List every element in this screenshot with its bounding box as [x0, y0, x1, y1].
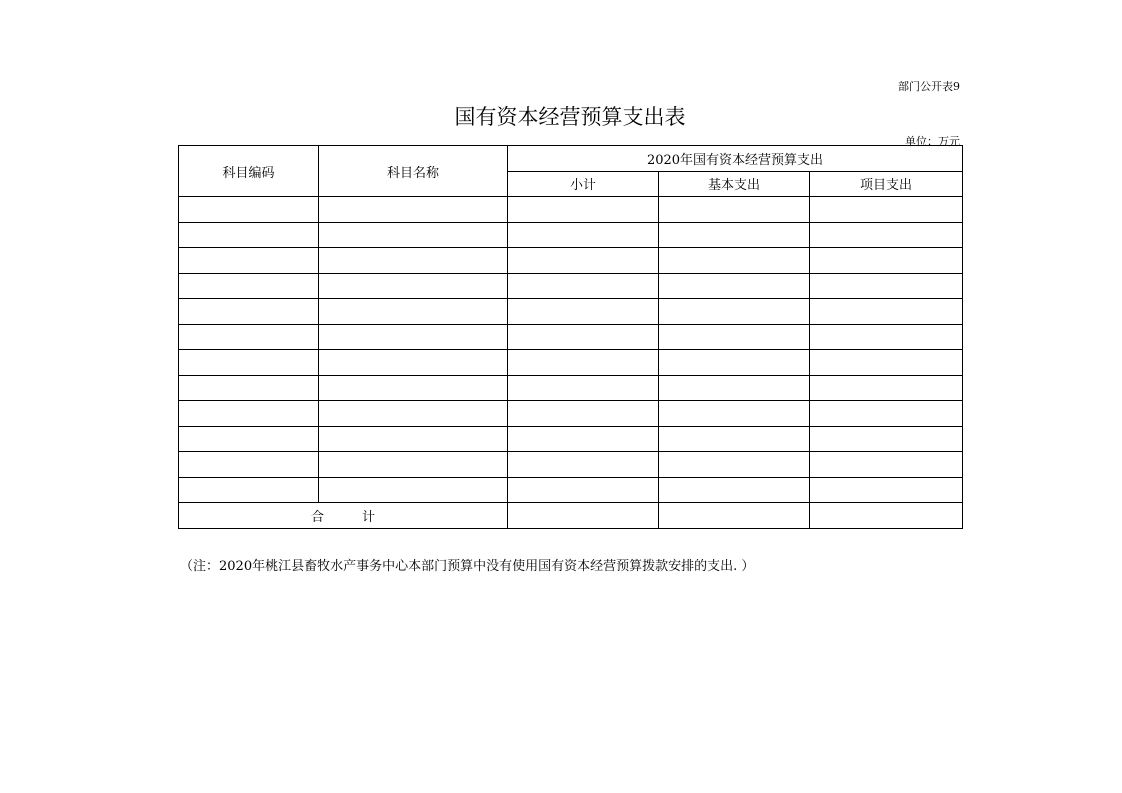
- table-cell: [659, 375, 810, 401]
- table-cell: [810, 477, 963, 503]
- table-row: [179, 324, 963, 350]
- col-header-subtotal: 小计: [508, 171, 659, 197]
- table-cell: [810, 248, 963, 274]
- table-cell: [319, 197, 508, 223]
- total-basic-cell: [659, 503, 810, 529]
- table-cell: [179, 248, 319, 274]
- table-cell: [659, 426, 810, 452]
- page-title: 国有资本经营预算支出表: [454, 105, 686, 129]
- table-row: [179, 375, 963, 401]
- table-cell: [810, 375, 963, 401]
- table-cell: [659, 248, 810, 274]
- table-cell: [179, 452, 319, 478]
- table-cell: [810, 401, 963, 427]
- table-cell: [319, 273, 508, 299]
- table-cell: [659, 222, 810, 248]
- footnote: （注：2020年桃江县畜牧水产事务中心本部门预算中没有使用国有资本经营预算拨款安排的支出. ）: [180, 559, 755, 574]
- table-cell: [659, 273, 810, 299]
- table-cell: [319, 452, 508, 478]
- table-cell: [508, 248, 659, 274]
- budget-table: [178, 145, 963, 529]
- table-cell: [179, 375, 319, 401]
- table-cell: [659, 350, 810, 376]
- col-header-basic: 基本支出: [659, 171, 810, 197]
- header-row-1: [179, 146, 963, 172]
- table-cell: [319, 401, 508, 427]
- table-cell: [319, 477, 508, 503]
- table-cell: [810, 350, 963, 376]
- table-cell: [319, 248, 508, 274]
- col-header-code: 科目编码: [179, 146, 319, 197]
- total-subtotal-cell: [508, 503, 659, 529]
- col-header-project: 项目支出: [810, 171, 963, 197]
- table-cell: [810, 426, 963, 452]
- table-cell: [508, 375, 659, 401]
- table-cell: [508, 197, 659, 223]
- table-cell: [508, 401, 659, 427]
- table-row: [179, 299, 963, 325]
- table-cell: [810, 324, 963, 350]
- table-row: [179, 401, 963, 427]
- table-cell: [810, 222, 963, 248]
- table-cell: [179, 350, 319, 376]
- table-cell: [659, 477, 810, 503]
- table-cell: [319, 375, 508, 401]
- table-cell: [179, 401, 319, 427]
- table-cell: [179, 324, 319, 350]
- table-cell: [508, 350, 659, 376]
- table-cell: [319, 350, 508, 376]
- table-cell: [319, 324, 508, 350]
- total-project-cell: [810, 503, 963, 529]
- table-cell: [179, 197, 319, 223]
- table-cell: [508, 477, 659, 503]
- total-label: [179, 503, 508, 529]
- table-cell: [508, 222, 659, 248]
- col-header-name: 科目名称: [319, 146, 508, 197]
- table-cell: [508, 324, 659, 350]
- table-cell: [508, 426, 659, 452]
- group-header: 2020年国有资本经营预算支出: [508, 146, 963, 172]
- table-cell: [319, 299, 508, 325]
- unit-label: 单位：万元: [905, 135, 960, 148]
- table-row: [179, 350, 963, 376]
- table-cell: [179, 299, 319, 325]
- table-cell: [319, 222, 508, 248]
- table-cell: [179, 273, 319, 299]
- table-cell: [659, 401, 810, 427]
- table-cell: [508, 452, 659, 478]
- total-label-part-2: 计: [362, 509, 376, 525]
- table-cell: [659, 324, 810, 350]
- table-row: [179, 426, 963, 452]
- table-cell: [179, 222, 319, 248]
- table-cell: [508, 273, 659, 299]
- total-label-part-1: 合: [310, 509, 324, 525]
- table-row: [179, 222, 963, 248]
- table-cell: [810, 273, 963, 299]
- table-cell: [810, 299, 963, 325]
- table-row: [179, 452, 963, 478]
- form-number: 部门公开表9: [898, 80, 960, 93]
- table-cell: [508, 299, 659, 325]
- table-row: [179, 248, 963, 274]
- table-cell: [179, 426, 319, 452]
- total-row: [179, 503, 963, 529]
- table-row: [179, 197, 963, 223]
- table-row: [179, 273, 963, 299]
- table-cell: [810, 197, 963, 223]
- table-cell: [179, 477, 319, 503]
- table-cell: [659, 197, 810, 223]
- table-cell: [659, 299, 810, 325]
- table-cell: [810, 452, 963, 478]
- table-cell: [659, 452, 810, 478]
- table-cell: [319, 426, 508, 452]
- table-row: [179, 477, 963, 503]
